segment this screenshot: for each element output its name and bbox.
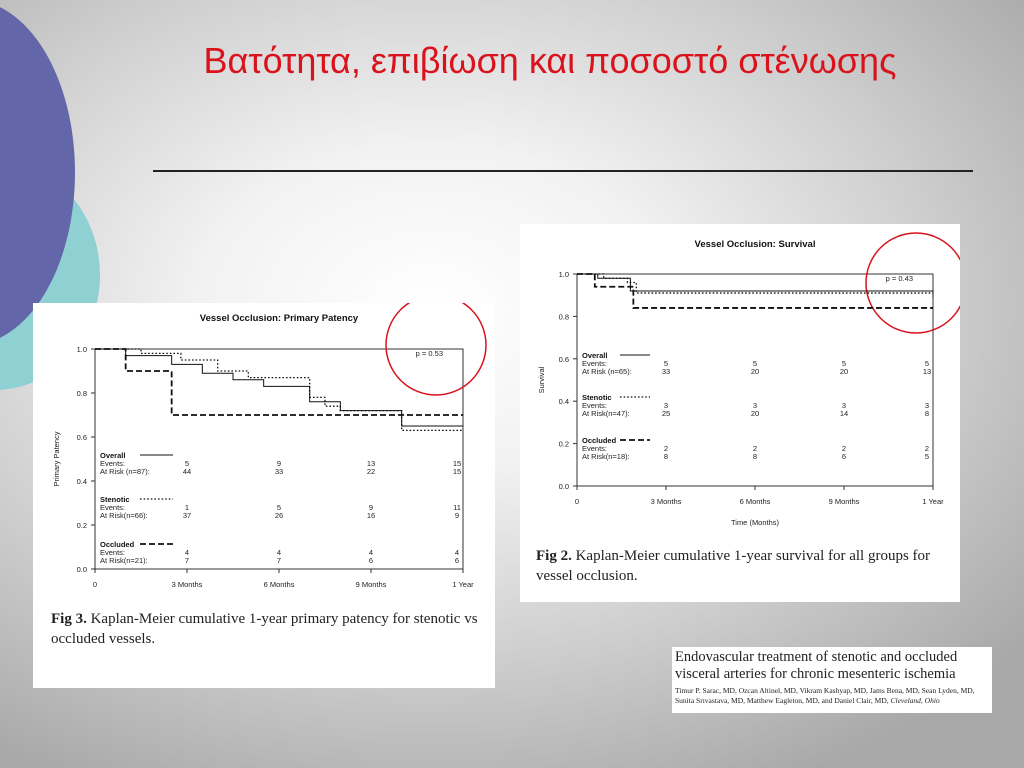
patency-risk-value: 26 xyxy=(274,511,284,520)
patency-risk-value: 11 xyxy=(453,503,461,512)
reference-location: Cleveland, Ohio xyxy=(890,696,940,705)
patency-risk-value: 9 xyxy=(454,511,460,520)
patency-risk-value: 15 xyxy=(452,467,462,476)
patency-chart xyxy=(33,303,495,603)
survival-risk-row-label: Events: xyxy=(582,401,608,410)
survival-risk-value: 3 xyxy=(663,401,669,410)
reference-box xyxy=(672,647,992,713)
survival-y-tick-label: 0.0 xyxy=(558,482,569,491)
survival-risk-value: 5 xyxy=(924,452,930,461)
survival-risk-value: 20 xyxy=(839,367,849,376)
patency-risk-value: 37 xyxy=(182,511,192,520)
survival-curve-overall xyxy=(577,274,933,297)
reference-author-list: Timur P. Sarac, MD, Ozcan Altinel, MD, Vikram Kashyap, MD, Jams Bena, MD, Sean Lyden, MD, Sunita Srıvastava, MD, Matthew Eagleton, MD, and Daniel Clair, MD, xyxy=(675,686,975,705)
patency-p-value: p = 0.53 xyxy=(415,349,443,358)
patency-risk-value: 33 xyxy=(274,467,284,476)
survival-risk-value: 20 xyxy=(750,409,760,418)
survival-risk-value: 5 xyxy=(663,359,669,368)
survival-x-tick-label: 3 Months xyxy=(650,497,682,506)
patency-risk-value: 5 xyxy=(184,459,190,468)
survival-risk-value: 8 xyxy=(663,452,669,461)
survival-risk-value: 6 xyxy=(841,452,847,461)
patency-caption-text: Kaplan-Meier cumulative 1-year primary patency for stenotic vs occluded vessels. xyxy=(51,611,478,647)
survival-risk-value: 3 xyxy=(924,401,930,410)
patency-x-tick-label: 6 Months xyxy=(263,580,295,589)
patency-risk-value: 15 xyxy=(452,459,462,468)
patency-risk-value: 16 xyxy=(366,511,376,520)
patency-figure-panel xyxy=(33,303,495,688)
survival-x-tick-label: 1 Year xyxy=(922,497,944,506)
survival-y-tick-label: 0.4 xyxy=(558,397,569,407)
patency-risk-value: 13 xyxy=(366,459,376,468)
patency-risk-value: 4 xyxy=(368,548,374,557)
patency-caption xyxy=(51,609,491,649)
patency-y-tick-label: 0.4 xyxy=(76,477,87,486)
survival-x-tick-label: 9 Months xyxy=(828,497,860,506)
slide-title: Βατότητα, επιβίωση και ποσοστό στένωσης xyxy=(203,40,897,81)
survival-risk-value: 20 xyxy=(750,367,760,376)
survival-y-tick-label: 0.8 xyxy=(558,312,569,322)
patency-risk-value: 44 xyxy=(182,467,192,476)
survival-x-axis-label: Time (Months) xyxy=(730,518,780,527)
survival-legend-occluded: Occluded xyxy=(582,436,617,445)
survival-risk-value: 33 xyxy=(661,367,671,376)
survival-risk-value: 8 xyxy=(752,452,758,461)
patency-risk-value: 22 xyxy=(366,467,376,476)
survival-risk-value: 5 xyxy=(841,359,847,368)
survival-risk-value: 25 xyxy=(661,409,671,418)
survival-y-axis-label: Survival xyxy=(537,366,546,394)
survival-risk-row-label: At Risk(n=18): xyxy=(582,452,630,461)
survival-risk-row-label: At Risk(n=47): xyxy=(582,409,630,418)
patency-risk-value: 5 xyxy=(276,503,282,512)
patency-risk-row-label: Events: xyxy=(100,548,126,557)
patency-chart-title: Vessel Occlusion: Primary Patency xyxy=(199,313,359,324)
patency-risk-value: 7 xyxy=(276,556,282,565)
survival-risk-row-label: Events: xyxy=(582,444,608,453)
patency-risk-value: 6 xyxy=(454,556,460,565)
patency-x-tick-label: 9 Months xyxy=(355,580,387,589)
patency-x-tick-label: 1 Year xyxy=(452,580,474,589)
patency-curve-stenotic xyxy=(95,349,463,430)
survival-x-tick-label: 0 xyxy=(574,497,580,506)
survival-figure-panel xyxy=(520,224,960,602)
survival-y-tick-label: 0.2 xyxy=(558,439,569,449)
patency-y-tick-label: 0.8 xyxy=(76,389,87,398)
survival-risk-value: 2 xyxy=(924,444,930,453)
patency-x-tick-label: 3 Months xyxy=(171,580,203,589)
survival-risk-row-label: At Risk (n=65): xyxy=(582,367,632,376)
patency-legend-stenotic: Stenotic xyxy=(100,495,130,504)
survival-risk-value: 5 xyxy=(752,359,758,368)
survival-risk-value: 2 xyxy=(752,444,758,453)
survival-chart-title: Vessel Occlusion: Survival xyxy=(694,239,816,250)
patency-risk-value: 7 xyxy=(184,556,190,565)
reference-authors xyxy=(672,683,992,706)
survival-risk-value: 2 xyxy=(841,444,847,453)
patency-y-tick-label: 0.6 xyxy=(76,433,87,442)
patency-risk-value: 9 xyxy=(368,503,374,512)
survival-caption-label: Fig 2. xyxy=(536,548,572,564)
patency-risk-value: 4 xyxy=(454,548,460,557)
title-divider xyxy=(153,170,973,172)
patency-risk-value: 4 xyxy=(276,548,282,557)
survival-legend-stenotic: Stenotic xyxy=(582,393,612,402)
survival-risk-value: 2 xyxy=(663,444,669,453)
patency-y-axis-label: Primary Patency xyxy=(52,431,61,487)
patency-x-tick-label: 0 xyxy=(92,580,98,589)
survival-risk-value: 14 xyxy=(839,409,849,418)
patency-risk-row-label: Events: xyxy=(100,503,126,512)
survival-risk-value: 13 xyxy=(922,367,932,376)
patency-risk-value: 6 xyxy=(368,556,374,565)
survival-chart xyxy=(520,224,960,534)
survival-risk-value: 3 xyxy=(752,401,758,410)
patency-caption-label: Fig 3. xyxy=(51,611,87,627)
survival-risk-row-label: Events: xyxy=(582,359,608,368)
survival-caption-text: Kaplan-Meier cumulative 1-year survival for all groups for vessel occlusion. xyxy=(536,548,931,584)
survival-legend-overall: Overall xyxy=(582,351,608,360)
patency-y-tick-label: 0.2 xyxy=(76,521,87,530)
patency-curve-occluded xyxy=(95,349,463,415)
patency-risk-row-label: At Risk(n=21): xyxy=(100,556,148,565)
patency-y-tick-label: 0.0 xyxy=(76,565,87,574)
patency-risk-row-label: At Risk (n=87): xyxy=(100,467,150,476)
survival-risk-value: 3 xyxy=(841,401,847,410)
survival-y-tick-label: 1.0 xyxy=(558,270,569,279)
patency-legend-overall: Overall xyxy=(100,451,126,460)
patency-risk-row-label: At Risk(n=66): xyxy=(100,511,148,520)
survival-p-value: p = 0.43 xyxy=(885,274,913,283)
patency-risk-value: 1 xyxy=(184,503,190,512)
patency-risk-row-label: Events: xyxy=(100,459,126,468)
survival-risk-value: 5 xyxy=(924,359,930,368)
survival-risk-value: 8 xyxy=(924,409,930,418)
patency-risk-value: 9 xyxy=(276,459,282,468)
survival-y-tick-label: 0.6 xyxy=(558,354,569,364)
survival-caption xyxy=(536,546,956,586)
patency-legend-occluded: Occluded xyxy=(100,540,135,549)
reference-title: Endovascular treatment of stenotic and occluded visceral arteries for chronic mesenteric ischemia xyxy=(675,649,958,682)
patency-risk-value: 4 xyxy=(184,548,190,557)
patency-y-tick-label: 1.0 xyxy=(76,345,87,354)
survival-x-tick-label: 6 Months xyxy=(739,497,771,506)
survival-p-value-highlight-circle xyxy=(866,233,960,333)
